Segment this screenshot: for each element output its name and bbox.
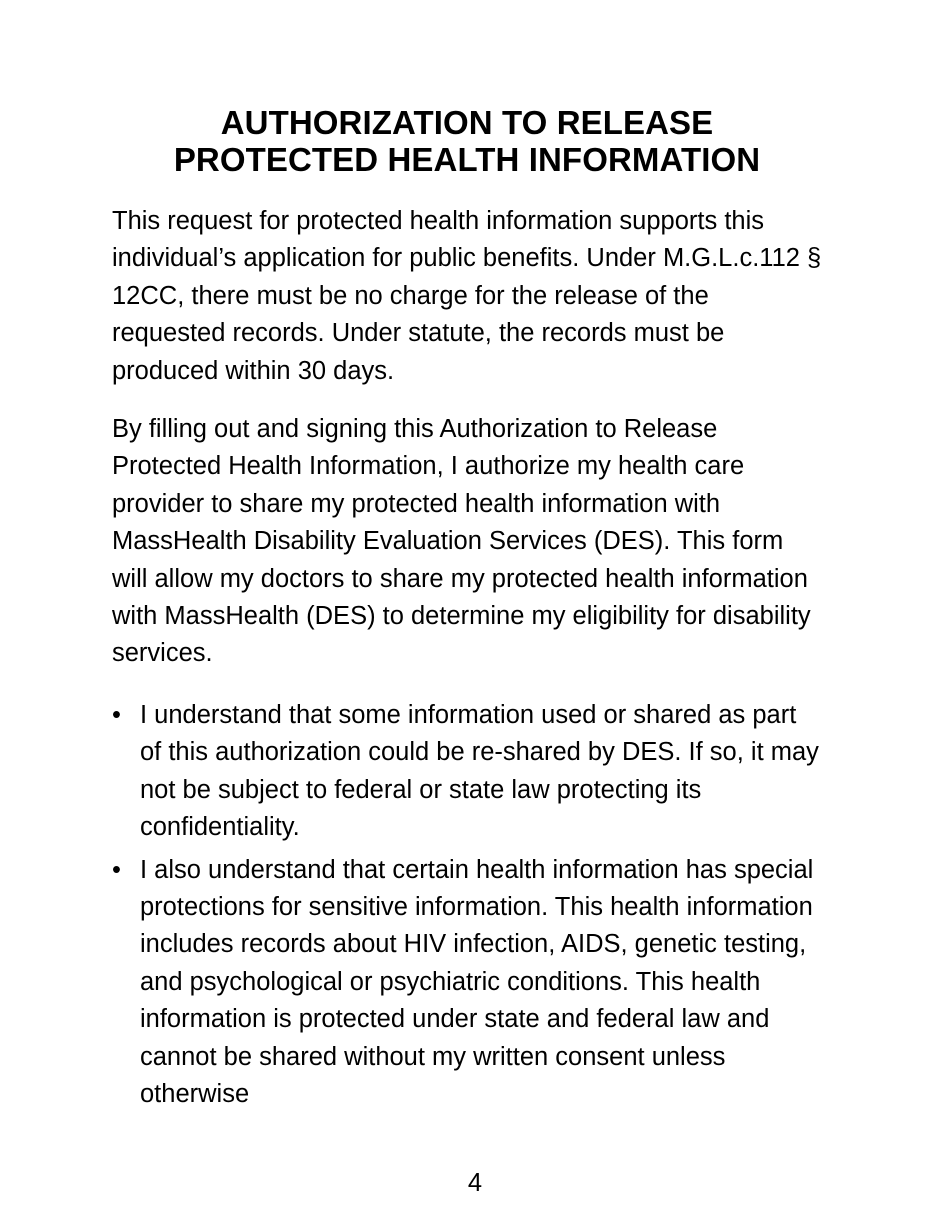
authorization-paragraph: By filling out and signing this Authorization to Release Protected Health Information, I authorize my health care provider to share my protected health information with MassHealth Disability Evaluation Services (DES). This form will allow my doctors to share my protected health information with MassHealth (DES) to determine my eligibility for disability services.	[112, 415, 811, 668]
document-title	[112, 104, 822, 178]
page-number: 4	[467, 1169, 483, 1197]
acknowledgement-list	[112, 697, 822, 1113]
list-item	[112, 852, 822, 1114]
intro-paragraph: This request for protected health information supports this individual’s application for public benefits. Under M.G.L.c.112 § 12CC, there must be no charge for the release of the requested records. Under statute, the records must be produced within 30 days.	[112, 207, 822, 385]
bullet-icon: •	[112, 700, 121, 729]
list-item-text: I also understand that certain health information has special protections for sensitive information. This health information includes records about HIV infection, AIDS, genetic testing, and psychological or psychiatric conditions. This health information is protected under state and federal law and cannot be shared without my written consent unless otherwise	[140, 855, 814, 1108]
title-line-2: PROTECTED HEALTH INFORMATION	[173, 141, 761, 178]
list-item-text: I understand that some information used or shared as part of this authorization could be re-shared by DES. If so, it may not be subject to federal or state law protecting its confidentiality.	[140, 700, 819, 842]
list-item	[112, 697, 822, 847]
document-page	[112, 104, 822, 1118]
bullet-icon: •	[112, 855, 121, 884]
title-line-1: AUTHORIZATION TO RELEASE	[220, 104, 714, 141]
